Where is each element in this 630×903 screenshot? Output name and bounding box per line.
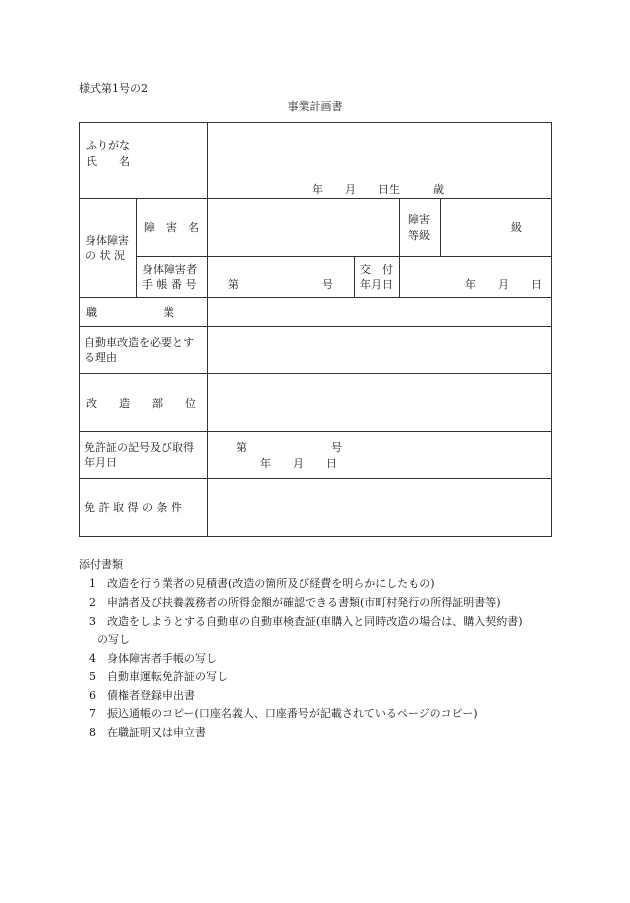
table-rule [79, 122, 551, 123]
disability-status-label: 身体障害 [85, 234, 129, 247]
handbook-go: 号 [322, 278, 333, 291]
item-text: 申請者及び扶養義務者の所得金額が確認できる書類(市町村発行の所得証明書等) [107, 596, 501, 609]
reason-label: る理由 [84, 351, 117, 364]
table-rule [136, 198, 137, 298]
license-label: 免許証の記号及び取得 [84, 441, 194, 454]
name-label: 氏 名 [86, 155, 130, 168]
table-rule [79, 326, 551, 327]
item-text: の写し [97, 633, 130, 646]
table-rule [79, 198, 551, 199]
disability-grade-label: 等級 [408, 229, 430, 242]
document-title: 事業計画書 [287, 100, 343, 113]
furigana-label: ふりがな [86, 139, 130, 152]
license-date: 年 月 日 [260, 457, 337, 470]
list-item [89, 616, 523, 627]
license-conditions-label: 免 許 取 得 の 条 件 [84, 501, 182, 514]
table-rule [207, 122, 208, 537]
table-rule [79, 431, 551, 432]
list-item [89, 597, 501, 608]
issue-date-label: 年月日 [360, 278, 393, 291]
item-number: 3 [89, 615, 96, 628]
grade-unit: 級 [511, 221, 522, 234]
list-item [89, 690, 195, 701]
item-number: 2 [89, 596, 96, 609]
disability-grade-label: 障害 [408, 213, 430, 226]
item-text: 在職証明又は申立書 [107, 726, 206, 739]
modification-part-label: 改 造 部 位 [86, 397, 196, 410]
table-rule [136, 256, 551, 257]
issue-date: 年 月 日 [465, 278, 542, 291]
birth-date-age: 年 月 日生 歳 [312, 183, 444, 196]
attachments-heading: 添付書類 [79, 558, 123, 571]
license-dai: 第 [236, 441, 247, 454]
item-text: 振込通帳のコピー(口座名義人、口座番号が記載されているページのコピー) [107, 707, 478, 720]
list-item [89, 653, 217, 664]
issue-date-label: 交 付 [360, 263, 393, 276]
table-rule [79, 478, 551, 479]
table-rule [354, 256, 355, 298]
license-go: 号 [331, 441, 342, 454]
list-item [97, 634, 130, 645]
item-number: 5 [89, 670, 96, 683]
disability-name-label: 障 害 名 [144, 221, 199, 234]
occupation-label: 職 業 [86, 306, 174, 319]
item-number: 4 [89, 652, 96, 665]
item-text: 身体障害者手帳の写し [107, 652, 217, 665]
disability-status-label: の 状 況 [85, 249, 125, 262]
table-rule [399, 198, 400, 298]
table-rule [79, 373, 551, 374]
item-number: 7 [89, 707, 96, 720]
item-number: 6 [89, 689, 96, 702]
list-item [89, 727, 206, 738]
handbook-dai: 第 [228, 278, 239, 291]
item-text: 改造をしようとする自動車の自動車検査証(車購入と同時改造の場合は、購入契約書) [107, 615, 523, 628]
handbook-number-label: 手 帳 番 号 [142, 278, 197, 291]
form-number: 様式第1号の2 [79, 82, 148, 95]
table-rule [440, 198, 441, 257]
table-rule [79, 297, 551, 298]
item-number: 1 [89, 577, 96, 590]
item-text: 自動車運転免許証の写し [107, 670, 228, 683]
table-rule [79, 536, 551, 537]
item-text: 債権者登録申出書 [107, 689, 195, 702]
item-text: 改造を行う業者の見積書(改造の箇所及び経費を明らかにしたもの) [107, 577, 435, 590]
table-rule [551, 122, 552, 537]
license-label: 年月日 [84, 456, 117, 469]
list-item [89, 708, 477, 719]
list-item [89, 578, 435, 589]
table-rule [79, 122, 80, 537]
handbook-number-label: 身体障害者 [142, 263, 197, 276]
list-item [89, 671, 228, 682]
reason-label: 自動車改造を必要とす [84, 336, 194, 349]
item-number: 8 [89, 726, 96, 739]
